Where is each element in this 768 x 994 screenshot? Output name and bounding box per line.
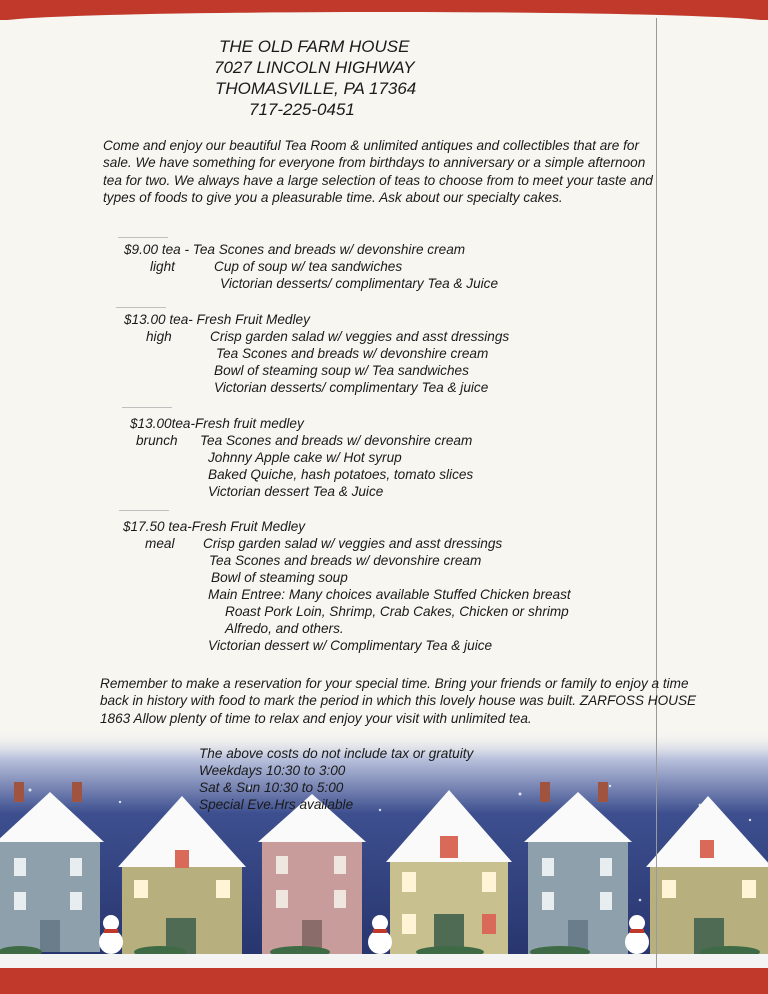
business-address: 7027 LINCOLN HIGHWAY xyxy=(214,58,415,77)
business-phone: 717-225-0451 xyxy=(249,100,355,119)
note-weekend-hours: Sat & Sun 10:30 to 5:00 xyxy=(199,780,344,795)
note-evening-hours: Special Eve.Hrs available xyxy=(199,797,354,812)
business-name: THE OLD FARM HOUSE xyxy=(219,37,410,56)
note-weekdays-hours: Weekdays 10:30 to 3:00 xyxy=(199,763,346,778)
menu-label: brunch xyxy=(136,433,178,448)
menu-price: $17.50 xyxy=(123,519,165,534)
pricing-notes xyxy=(199,745,473,813)
menu-item-brunch: $13.00tea-Fresh fruit medley brunch Tea Scones and breads w/ devonshire cream Johnny Apple cake w/ Hot syrup Baked Quiche, hash potatoes, tomato slices Victorian dessert Tea & Juice xyxy=(130,415,473,500)
note-tax: The above costs do not include tax or gratuity xyxy=(199,746,474,761)
menu-label: light xyxy=(150,259,175,274)
top-red-border xyxy=(0,0,768,20)
menu-label: meal xyxy=(145,536,175,551)
reservation-paragraph: Remember to make a reservation for your special time. Bring your friends or family to enjoy a time back in history with food to mark the period in which this lovely house was built. ZARFOSS HOUSE 1863 Allow plenty of time to relax and enjoy your visit with unlimited tea. xyxy=(100,676,697,726)
menu-price: $13.00 xyxy=(130,416,172,431)
intro-paragraph: Come and enjoy our beautiful Tea Room & unlimited antiques and collectibles that are for sale. We have something for everyone from birthdays to anniversary or a simple afternoon tea for two. We always have a large selection of teas to choose from to meet your taste and types of foods to give you a pleasurable time. Ask about our specialty cakes. xyxy=(103,138,653,205)
menu-label: high xyxy=(146,329,172,344)
menu-item-light: $9.00 tea - Tea Scones and breads w/ devonshire cream light Cup of soup w/ tea sandwiches Victorian desserts/ complimentary Tea & Juice xyxy=(124,241,498,292)
menu-price: $13.00 xyxy=(124,312,166,327)
bottom-red-border xyxy=(0,968,768,994)
business-header xyxy=(200,36,460,120)
menu-price: $9.00 xyxy=(124,242,159,257)
menu-item-high: $13.00 tea- Fresh Fruit Medley high Crisp garden salad w/ veggies and asst dressings Tea Scones and breads w/ devonshire cream Bowl of steaming soup w/ Tea sandwiches Victorian desserts/ complimentary Tea & juice xyxy=(124,311,509,396)
business-city: THOMASVILLE, PA 17364 xyxy=(215,79,417,98)
menu-item-meal: $17.50 tea-Fresh Fruit Medley meal Crisp garden salad w/ veggies and asst dressings Tea Scones and breads w/ devonshire cream Bowl of steaming soup Main Entree: Many choices available Stuffed Chicken breast Roast Pork Loin, Shrimp, Crab Cakes, Chicken or shrimp Alfredo, and others. Victorian dessert w/ Complimentary Tea & juice xyxy=(123,518,571,654)
